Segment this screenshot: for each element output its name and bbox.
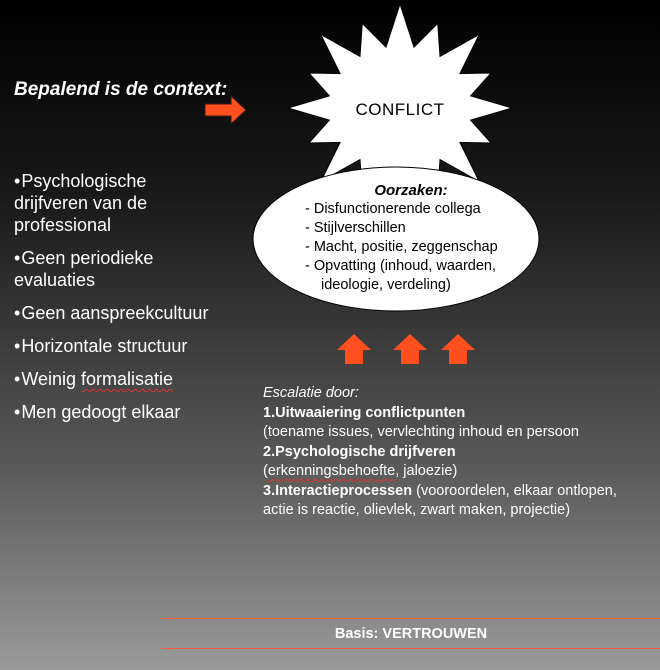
list-item: •Geen periodieke evaluaties bbox=[14, 248, 154, 290]
list-item: •Weinig formalisatie bbox=[14, 369, 174, 389]
basis-label: Basis: VERTROUWEN bbox=[334, 626, 488, 642]
conflict-label: CONFLICT bbox=[355, 100, 445, 119]
up-arrow-icon bbox=[441, 334, 475, 364]
context-list bbox=[14, 170, 214, 434]
list-item: - Stijlverschillen bbox=[305, 220, 406, 236]
list-item: - Macht, positie, zeggenschap bbox=[305, 239, 498, 255]
list-item: - Disfunctionerende collega bbox=[305, 201, 481, 217]
causes-block bbox=[290, 182, 550, 295]
list-item: •Geen aanspreekcultuur bbox=[14, 303, 209, 323]
up-arrow-icon bbox=[337, 334, 371, 364]
list-item: •Horizontale structuur bbox=[14, 336, 188, 356]
list-item: •Men gedoogt elkaar bbox=[14, 402, 181, 422]
up-arrow-icon bbox=[393, 334, 427, 364]
list-item: •Psychologische drijfveren van de professional bbox=[14, 171, 148, 235]
causes-title: Oorzaken: bbox=[374, 182, 448, 199]
escalation-block bbox=[263, 384, 643, 521]
escalation-point: 2.Psychologische drijfveren (erkenningsbehoefte, jaloezie) bbox=[263, 443, 458, 479]
context-heading: Bepalend is de context: bbox=[14, 79, 228, 100]
escalation-point: 1.Uitwaaiering conflictpunten (toename issues, vervlechting inhoud en persoon bbox=[263, 404, 579, 440]
escalation-point: 3.Interactieprocessen (vooroordelen, elkaar ontlopen, actie is reactie, olievlek, zwart maken, projectie) bbox=[263, 482, 617, 518]
causes-list bbox=[290, 200, 550, 295]
divider-line bbox=[162, 648, 660, 649]
list-item: ideologie, verdeling) bbox=[321, 277, 451, 293]
divider-line bbox=[162, 618, 660, 619]
escalation-label: Escalatie door: bbox=[263, 385, 359, 401]
list-item: - Opvatting (inhoud, waarden, bbox=[305, 258, 497, 274]
